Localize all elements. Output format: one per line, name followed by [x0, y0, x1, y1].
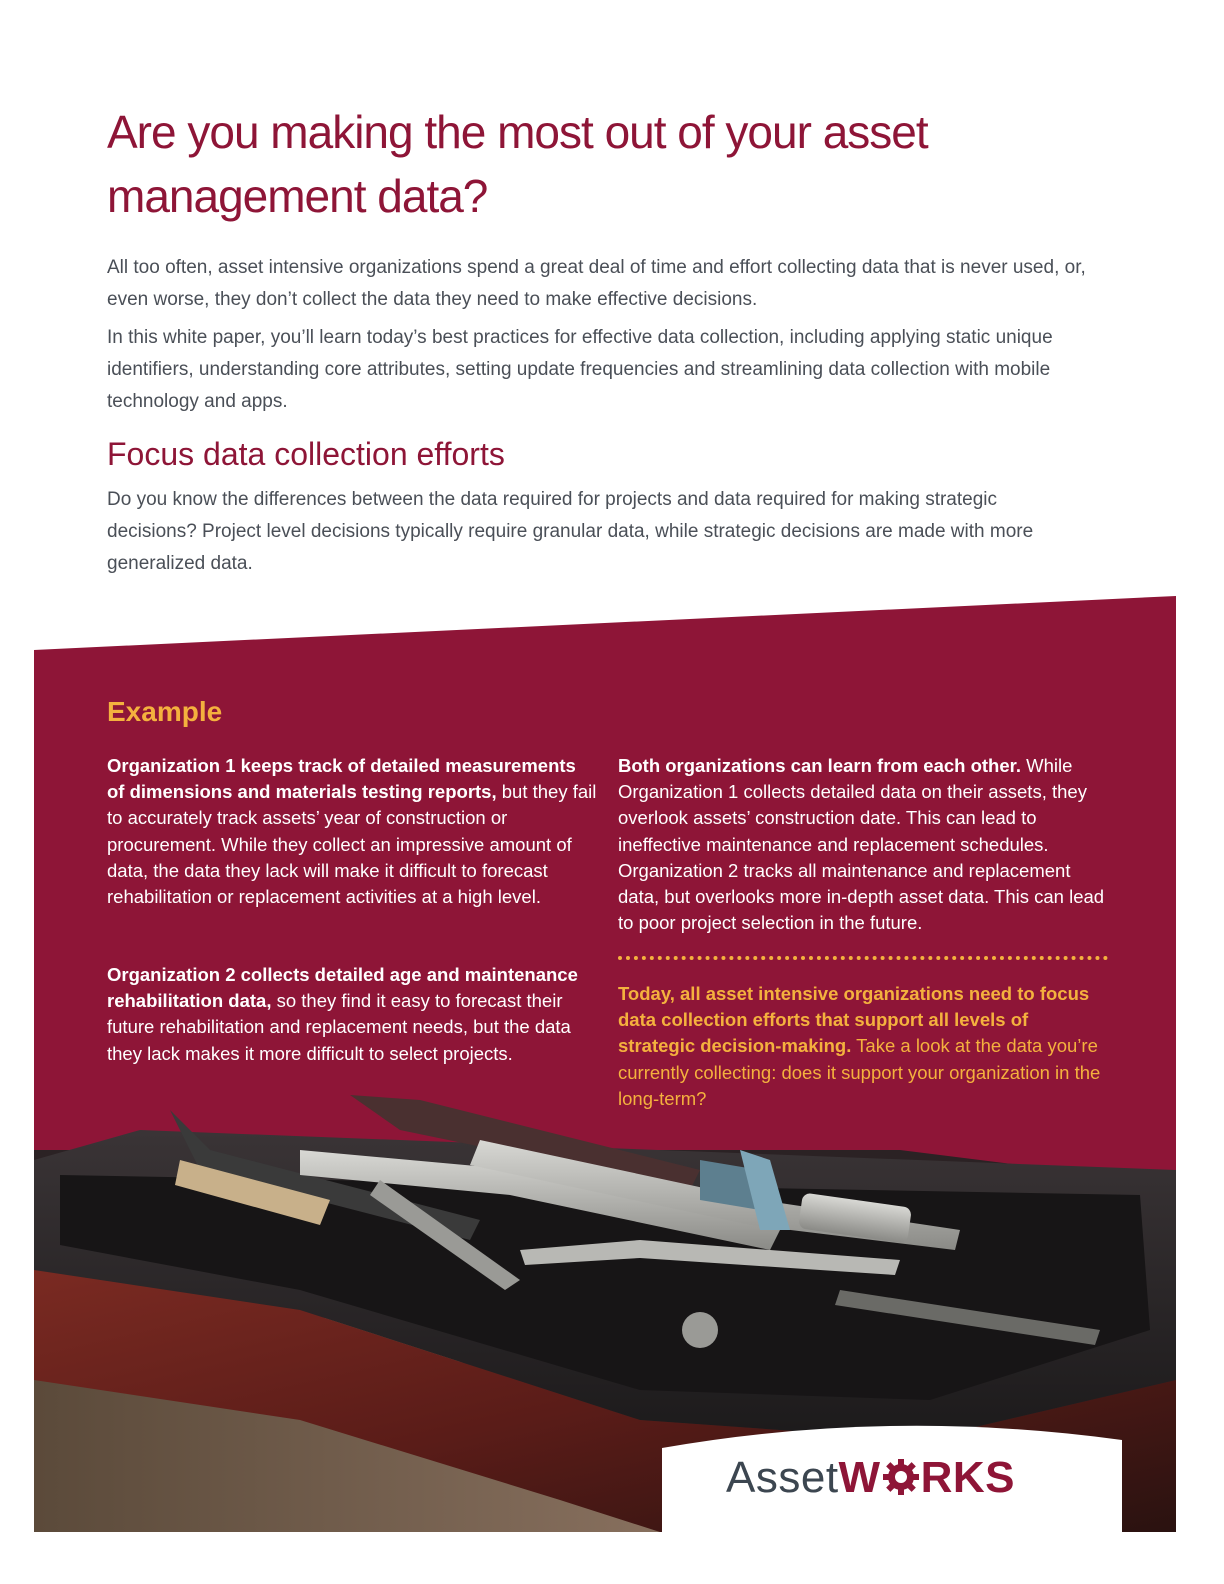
both-text: While Organization 1 collects detailed data on their assets, they overlook assets’ construction date. This can lead to ineffective maintenance and replacement schedules. Organization 2 tracks all maintenance and replacement data, but overlooks more in-depth asset data. This can lead to poor project selection in the future.: [618, 755, 1105, 934]
org1-text: but they fail to accurately track assets’ year of construction or procurement. While they collect an impressive amount of data, the data they lack will make it difficult to forecast rehabilitation or replacement activities at a high level.: [107, 781, 597, 908]
assetworks-logo: [726, 1452, 1015, 1504]
org2-paragraph: [107, 962, 597, 1067]
both-paragraph: [618, 753, 1108, 936]
section-heading: Focus data collection efforts: [107, 436, 505, 472]
intro-paragraph-1: All too often, asset intensive organizations spend a great deal of time and effort collecting data that is never used, or, even worse, they don’t collect the data they need to make effective decisions.: [107, 257, 1086, 310]
logo-asset: Asset: [726, 1453, 839, 1502]
section-body: Do you know the differences between the data required for projects and data required for making strategic decisions? Project level decisions typically require granular data, while strategic decisions are made with more generalized data.: [107, 489, 1034, 574]
both-bold: Both organizations can learn from each other.: [618, 755, 1021, 776]
org2-bold: Organization 2 collects detailed age and maintenance rehabilitation data,: [107, 964, 578, 1012]
example-heading: Example: [107, 696, 223, 727]
logo-rks: RKS: [920, 1453, 1015, 1502]
today-paragraph: [618, 981, 1108, 1112]
org1-paragraph: [107, 753, 597, 910]
gear-icon: [881, 1457, 921, 1497]
logo-w: W: [838, 1453, 881, 1502]
page-title: Are you making the most out of your asset management data?: [107, 106, 928, 222]
today-text: Take a look at the data you’re currently collecting: does it support your organization in the long-term?: [618, 1035, 1101, 1109]
org1-bold: Organization 1 keeps track of detailed measurements of dimensions and materials testing reports,: [107, 755, 576, 803]
org2-text: so they find it easy to forecast their future rehabilitation and replacement needs, but the data they lack makes it more difficult to select projects.: [107, 990, 571, 1064]
intro-paragraph-2: In this white paper, you’ll learn today’s best practices for effective data collection, including applying static unique identifiers, understanding core attributes, setting update frequencies and streamlining data collection with mobile technology and apps.: [107, 327, 1053, 412]
today-bold: Today, all asset intensive organizations need to focus data collection efforts that support all levels of strategic decision-making.: [618, 983, 1090, 1057]
dotted-divider: [618, 956, 1108, 960]
